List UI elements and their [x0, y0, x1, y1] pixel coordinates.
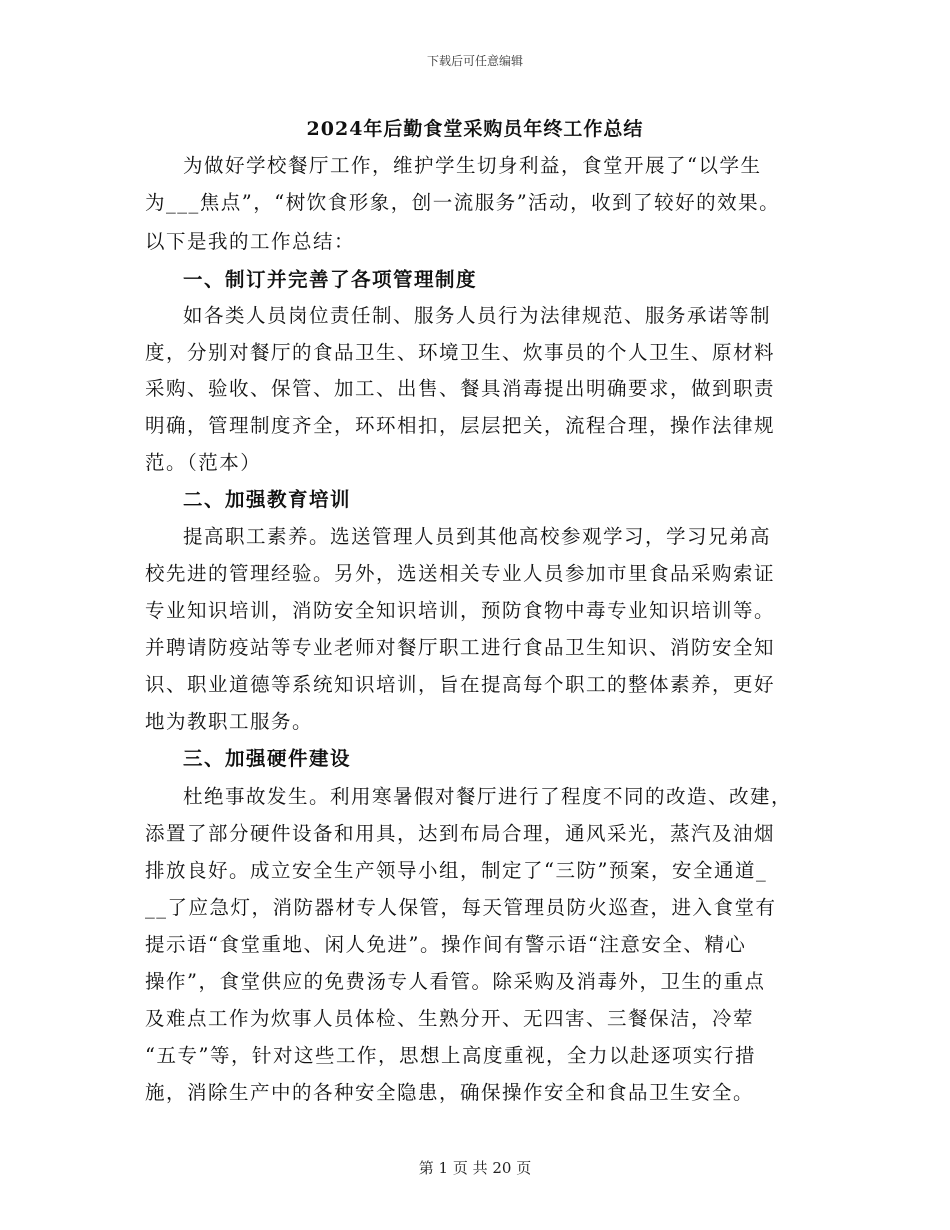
- body-line: 地为教职工服务。: [145, 710, 314, 733]
- section-heading-1: 一、制订并完善了各项管理制度: [183, 268, 478, 291]
- body-line: 识、职业道德等系统知识培训，旨在提高每个职工的整体素养，更好: [145, 673, 776, 696]
- body-line: 专业知识培训，消防安全知识培训，预防食物中毒专业知识培训等。: [145, 599, 776, 622]
- section-heading-2: 二、加强教育培训: [183, 488, 352, 511]
- body-line: 明确，管理制度齐全，环环相扣，层层把关，流程合理，操作法律规: [145, 414, 776, 437]
- body-line: “五专”等，针对这些工作，思想上高度重视，全力以赴逐项实行措: [145, 1044, 756, 1067]
- body-line: 采购、验收、保管、加工、出售、餐具消毒提出明确要求，做到职责: [145, 377, 776, 400]
- body-line: 杜绝事故发生。利用寒暑假对餐厅进行了程度不同的改造、改建，: [183, 785, 793, 808]
- body-line: __了应急灯，消防器材专人保管，每天管理员防火巡查，进入食堂有: [145, 896, 777, 919]
- body-line: 校先进的管理经验。另外，选送相关专业人员参加市里食品采购索证: [145, 562, 776, 585]
- body-line: 提高职工素养。选送管理人员到其他高校参观学习，学习兄弟高: [183, 525, 772, 548]
- body-line: 为做好学校餐厅工作，维护学生切身利益，食堂开展了“以学生: [183, 154, 762, 177]
- section-heading-3: 三、加强硬件建设: [183, 747, 352, 770]
- body-line: 提示语“食堂重地、闲人免进”。操作间有警示语“注意安全、精心: [145, 933, 747, 956]
- body-line: 及难点工作为炊事人员体检、生熟分开、无四害、三餐保洁，冷荤: [145, 1007, 755, 1030]
- body-line: 范。（范本）: [145, 451, 262, 474]
- body-line: 度，分别对餐厅的食品卫生、环境卫生、炊事员的个人卫生、原材料: [145, 341, 776, 364]
- body-line: 施，消除生产中的各种安全隐患，确保操作安全和食品卫生安全。: [145, 1081, 755, 1104]
- page-number: 第 1 页 共 20 页: [418, 1159, 532, 1177]
- body-line: 添置了部分硬件设备和用具，达到布局合理，通风采光，蒸汽及油烟: [145, 822, 776, 845]
- body-line: 如各类人员岗位责任制、服务人员行为法律规范、服务承诺等制: [183, 304, 772, 327]
- body-line: 并聘请防疫站等专业老师对餐厅职工进行食品卫生知识、消防安全知: [145, 636, 776, 659]
- body-line: 为___焦点”，“树饮食形象，创一流服务”活动，收到了较好的效果。: [145, 191, 781, 214]
- body-line: 操作”，食堂供应的免费汤专人看管。除采购及消毒外，卫生的重点: [145, 970, 766, 993]
- page-header-note: 下载后可任意编辑: [426, 54, 523, 68]
- body-line: 排放良好。成立安全生产领导小组，制定了“三防”预案，安全通道_: [145, 859, 768, 882]
- body-line: 以下是我的工作总结：: [145, 230, 356, 253]
- document-title: 2024年后勤食堂采购员年终工作总结: [306, 118, 644, 140]
